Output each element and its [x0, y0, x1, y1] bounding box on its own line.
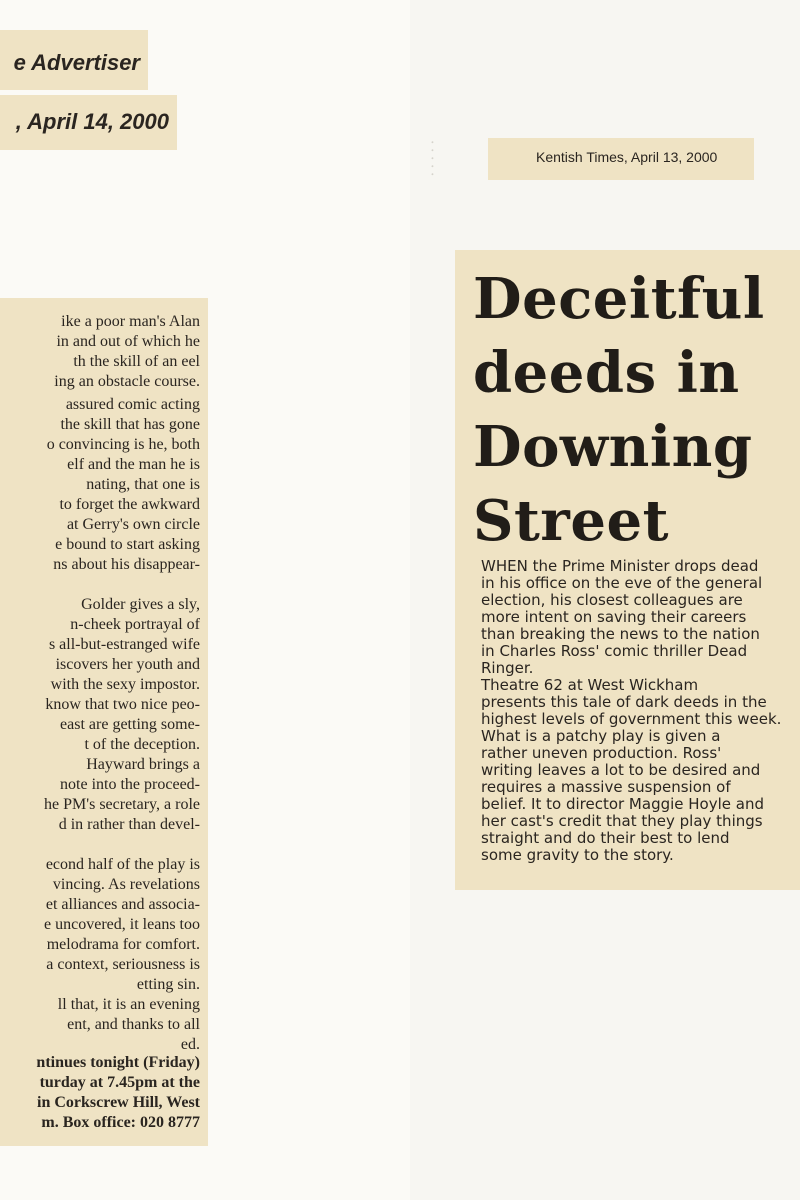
- review-line: a context, seriousness is: [46, 956, 200, 973]
- review-line: in Corkscrew Hill, West: [37, 1094, 200, 1111]
- article-line: straight and do their best to lend: [481, 829, 730, 847]
- review-line: s all-but-estranged wife: [48, 636, 200, 653]
- review-line: melodrama for comfort.: [46, 936, 200, 953]
- article-line: than breaking the news to the nation: [481, 625, 760, 643]
- article-line: presents this tale of dark deeds in the: [481, 693, 767, 711]
- article-line: writing leaves a lot to be desired and: [481, 761, 761, 779]
- review-line: ike a poor man's Alan: [61, 313, 200, 330]
- headline-line: deeds in: [473, 340, 740, 406]
- review-line: e bound to start asking: [55, 536, 200, 553]
- article-line: in Charles Ross' comic thriller Dead: [481, 642, 748, 660]
- headline-line: Deceitful: [473, 266, 765, 332]
- article-line: some gravity to the story.: [481, 846, 674, 864]
- article-line: rather uneven production. Ross': [481, 744, 722, 762]
- review-line: t of the deception.: [84, 736, 200, 753]
- review-line: in and out of which he: [56, 333, 200, 350]
- review-line: ll that, it is an evening: [57, 996, 200, 1013]
- review-line: iscovers her youth and: [55, 656, 200, 673]
- article-line: more intent on saving their careers: [481, 608, 747, 626]
- review-line: ing an obstacle course.: [54, 373, 200, 390]
- article-line: What is a patchy play is given a: [481, 727, 721, 745]
- review-line: Hayward brings a: [86, 756, 200, 773]
- review-line: at Gerry's own circle: [66, 516, 200, 533]
- review-line: nating, that one is: [86, 476, 200, 493]
- review-line: the skill that has gone: [60, 416, 200, 433]
- kentish-times-dateline-clipping: [488, 138, 754, 180]
- review-line: note into the proceed-: [60, 776, 200, 793]
- advertiser-masthead-clipping: [0, 30, 148, 90]
- article-paragraph: [481, 728, 800, 864]
- article-line: Ringer.: [481, 659, 534, 677]
- article-line: belief. It to director Maggie Hoyle and: [481, 795, 764, 813]
- review-line: Golder gives a sly,: [81, 596, 200, 613]
- article-line: her cast's credit that they play things: [481, 812, 763, 830]
- review-line: elf and the man he is: [67, 456, 200, 473]
- review-line: east are getting some-: [60, 716, 200, 733]
- kentish-times-article-clipping: [455, 250, 800, 890]
- review-line: ed.: [180, 1036, 200, 1053]
- review-line: e uncovered, it leans too: [44, 916, 200, 933]
- review-line: vincing. As revelations: [52, 876, 200, 893]
- advertiser-date: , April 14, 2000: [15, 109, 169, 134]
- review-line: th the skill of an eel: [73, 353, 200, 370]
- article-line: in his office on the eve of the general: [481, 574, 763, 592]
- review-line: assured comic acting: [65, 396, 200, 413]
- review-line: n-cheek portrayal of: [70, 616, 200, 633]
- article-headline: [473, 262, 765, 558]
- article-line: requires a massive suspension of: [481, 778, 731, 796]
- article-line: highest levels of government this week.: [481, 710, 782, 728]
- review-line: ns about his disappear-: [53, 556, 200, 573]
- review-line: econd half of the play is: [45, 856, 200, 873]
- article-line: WHEN the Prime Minister drops dead: [481, 557, 759, 575]
- review-line: o convincing is he, both: [46, 436, 200, 453]
- advertiser-review-clipping: [0, 298, 208, 1146]
- advertiser-masthead: e Advertiser: [13, 50, 140, 75]
- review-line: ent, and thanks to all: [67, 1016, 200, 1033]
- review-line: et alliances and associa-: [45, 896, 200, 913]
- advertiser-date-clipping: [0, 95, 177, 150]
- kentish-times-dateline: Kentish Times, April 13, 2000: [536, 149, 718, 165]
- review-line: with the sexy impostor.: [50, 676, 200, 693]
- review-line: know that two nice peo-: [45, 696, 200, 713]
- article-paragraph: [481, 558, 800, 677]
- review-line: he PM's secretary, a role: [43, 796, 200, 813]
- review-line: m. Box office: 020 8777: [41, 1114, 200, 1131]
- article-line: Theatre 62 at West Wickham: [481, 676, 699, 694]
- headline-line: Street: [473, 488, 669, 554]
- faint-handwriting: · · · · ·: [423, 140, 440, 176]
- review-line: etting sin.: [136, 976, 200, 993]
- article-body: [481, 558, 800, 864]
- review-line: to forget the awkward: [59, 496, 200, 513]
- article-paragraph: [481, 677, 800, 728]
- review-line: d in rather than devel-: [58, 816, 200, 833]
- review-line: turday at 7.45pm at the: [39, 1074, 200, 1091]
- article-line: election, his closest colleagues are: [481, 591, 743, 609]
- headline-line: Downing: [473, 414, 753, 480]
- review-line: ntinues tonight (Friday): [36, 1054, 200, 1071]
